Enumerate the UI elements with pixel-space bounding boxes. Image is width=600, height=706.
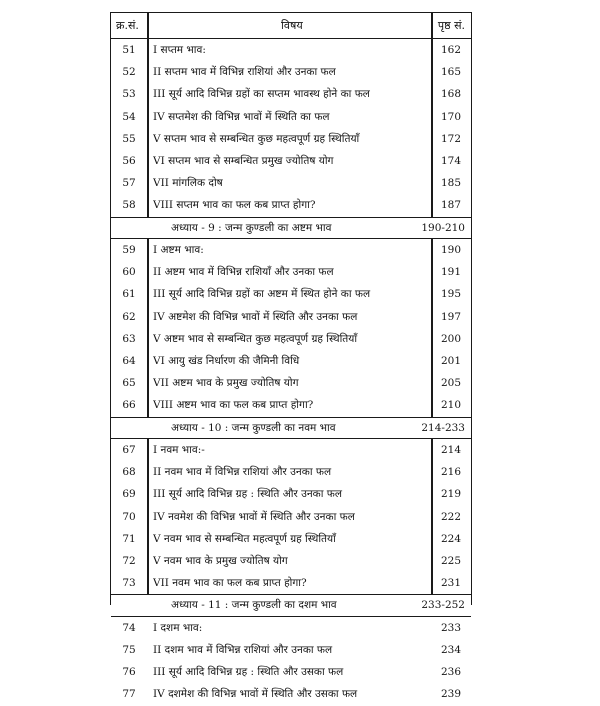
contents-row: [111, 61, 471, 83]
contents-row: [111, 350, 471, 372]
row-subject: III सूर्य आदि विभिन्न ग्रह : स्थिति और उसका फल: [153, 666, 344, 679]
row-serial-number: 73: [122, 577, 136, 590]
row-serial-number: 66: [122, 399, 136, 412]
contents-row: [111, 150, 471, 172]
chapter-title: अध्याय - 9 : जन्म कुण्डली का अष्टम भाव: [171, 221, 332, 234]
contents-row: [111, 261, 471, 283]
row-serial-number: 55: [122, 132, 136, 145]
contents-row: [111, 439, 471, 461]
contents-row: [111, 328, 471, 350]
contents-row: [111, 506, 471, 528]
contents-row: [111, 83, 471, 105]
row-subject: IV दशमेश की विभिन्न भावों में स्थिति और उसका फल: [153, 688, 358, 701]
row-subject: VI सप्तम भाव से सम्बन्धित प्रमुख ज्योतिष योग: [153, 154, 334, 167]
row-subject: III सूर्य आदि विभिन्न ग्रहों का सप्तम भावस्थ होने का फल: [153, 88, 370, 101]
row-page-number: 234: [440, 644, 461, 656]
row-serial-number: 57: [122, 177, 136, 190]
row-page-number: 174: [440, 154, 461, 167]
chapter-title: अध्याय - 10 : जन्म कुण्डली का नवम भाव: [171, 421, 336, 434]
contents-row: [111, 528, 471, 550]
row-subject: IV सप्तमेश की विभिन्न भावों में स्थिति का फल: [153, 110, 330, 123]
row-subject: I नवम भाव:-: [153, 444, 205, 456]
row-subject: VII अष्टम भाव के प्रमुख ज्योतिष योग: [153, 377, 299, 390]
contents-row: [111, 483, 471, 505]
row-page-number: 200: [440, 332, 461, 345]
contents-row: [111, 661, 471, 683]
row-page-number: 225: [440, 554, 461, 567]
contents-row: [111, 394, 471, 416]
row-page-number: 210: [440, 399, 461, 412]
row-page-number: 219: [440, 488, 461, 501]
chapter-heading-row: [111, 594, 471, 617]
row-serial-number: 54: [122, 110, 136, 123]
row-serial-number: 56: [122, 154, 136, 167]
chapter-heading-row: [111, 417, 471, 440]
row-serial-number: 74: [122, 621, 136, 634]
contents-row: [111, 239, 471, 261]
header-serial-number: क्र.सं.: [116, 19, 139, 32]
row-subject: VIII सप्तम भाव का फल कब प्राप्त होगा?: [153, 199, 316, 212]
contents-row: [111, 683, 471, 705]
row-serial-number: 62: [122, 310, 136, 323]
contents-row: [111, 550, 471, 572]
contents-row: [111, 172, 471, 194]
header-subject: विषय: [281, 19, 303, 32]
row-page-number: 195: [440, 288, 461, 301]
contents-row: [111, 572, 471, 594]
row-subject: VI आयु खंड निर्धारण की जैमिनी विधि: [153, 354, 300, 367]
row-subject: VIII अष्टम भाव का फल कब प्राप्त होगा?: [153, 399, 314, 412]
row-subject: V नवम भाव से सम्बन्धित महत्वपूर्ण ग्रह स्थितियाँ: [153, 532, 336, 545]
row-serial-number: 58: [122, 199, 136, 212]
row-page-number: 239: [440, 688, 461, 701]
contents-row: [111, 461, 471, 483]
row-page-number: 187: [440, 199, 461, 212]
row-subject: II नवम भाव में विभिन्न राशियां और उनका फल: [153, 466, 332, 479]
row-page-number: 165: [440, 66, 461, 79]
header-page-number: पृष्ठ सं.: [437, 19, 465, 32]
row-page-number: 172: [440, 132, 461, 145]
row-serial-number: 71: [122, 532, 136, 545]
row-page-number: 162: [440, 44, 461, 56]
row-serial-number: 65: [122, 377, 136, 390]
contents-row: [111, 128, 471, 150]
row-subject: II दशम भाव में विभिन्न राशियां और उनका फल: [153, 644, 333, 656]
row-subject: VII मांगलिक दोष: [153, 177, 223, 190]
row-serial-number: 53: [122, 88, 136, 101]
row-page-number: 170: [440, 110, 461, 123]
row-subject: I अष्टम भाव:: [153, 244, 204, 256]
contents-row: [111, 39, 471, 61]
contents-row: [111, 106, 471, 128]
contents-row: [111, 372, 471, 394]
row-subject: II अष्टम भाव में विभिन्न राशियाँ और उनका फल: [153, 266, 334, 279]
chapter-page-range: 233-252: [421, 599, 465, 612]
row-serial-number: 64: [122, 354, 136, 367]
row-page-number: 233: [440, 621, 461, 634]
row-serial-number: 75: [122, 644, 136, 656]
row-serial-number: 76: [122, 666, 136, 679]
row-page-number: 190: [440, 244, 461, 256]
row-subject: V अष्टम भाव से सम्बन्धित कुछ महत्वपूर्ण ग्रह स्थितियाँ: [153, 332, 358, 345]
chapter-page-range: 190-210: [421, 221, 465, 234]
row-serial-number: 59: [122, 244, 136, 256]
row-page-number: 197: [440, 310, 461, 323]
row-subject: IV अष्टमेश की विभिन्न भावों में स्थिति और उनका फल: [153, 310, 358, 323]
row-subject: V सप्तम भाव से सम्बन्धित कुछ महत्वपूर्ण ग्रह स्थितियाँ: [153, 132, 360, 145]
row-serial-number: 52: [122, 66, 136, 79]
contents-rows: [111, 39, 471, 706]
row-page-number: 191: [440, 266, 461, 279]
row-page-number: 214: [440, 444, 461, 456]
row-serial-number: 61: [122, 288, 136, 301]
contents-table: [110, 12, 472, 701]
row-serial-number: 63: [122, 332, 136, 345]
row-subject: I सप्तम भाव:: [153, 44, 206, 56]
chapter-page-range: 214-233: [421, 421, 465, 434]
contents-row: [111, 194, 471, 216]
row-serial-number: 60: [122, 266, 136, 279]
row-page-number: 222: [440, 510, 461, 523]
contents-row: [111, 617, 471, 639]
row-subject: VII नवम भाव का फल कब प्राप्त होगा?: [153, 577, 307, 590]
row-subject: III सूर्य आदि विभिन्न ग्रह : स्थिति और उनका फल: [153, 488, 342, 501]
row-serial-number: 67: [122, 444, 136, 456]
row-subject: I दशम भाव:: [153, 621, 203, 634]
row-serial-number: 70: [122, 510, 136, 523]
row-serial-number: 51: [122, 44, 136, 56]
chapter-heading-row: [111, 217, 471, 240]
row-serial-number: 77: [122, 688, 136, 701]
contents-row: [111, 639, 471, 661]
row-page-number: 216: [440, 466, 461, 479]
table-header: [111, 13, 471, 39]
row-serial-number: 72: [122, 554, 136, 567]
row-page-number: 185: [440, 177, 461, 190]
row-subject: IV नवमेश की विभिन्न भावों में स्थिति और उनका फल: [153, 510, 355, 523]
contents-row: [111, 306, 471, 328]
row-subject: V नवम भाव के प्रमुख ज्योतिष योग: [153, 554, 288, 567]
contents-row: [111, 283, 471, 305]
chapter-title: अध्याय - 11 : जन्म कुण्डली का दशम भाव: [171, 599, 337, 612]
row-page-number: 231: [440, 577, 461, 590]
row-subject: III सूर्य आदि विभिन्न ग्रहों का अष्टम में स्थित होने का फल: [153, 288, 371, 301]
row-subject: II सप्तम भाव में विभिन्न राशियां और उनका फल: [153, 66, 336, 79]
row-page-number: 205: [440, 377, 461, 390]
row-serial-number: 68: [122, 466, 136, 479]
row-page-number: 236: [440, 666, 461, 679]
row-serial-number: 69: [122, 488, 136, 501]
row-page-number: 224: [440, 532, 461, 545]
row-page-number: 201: [440, 354, 461, 367]
row-page-number: 168: [440, 88, 461, 101]
